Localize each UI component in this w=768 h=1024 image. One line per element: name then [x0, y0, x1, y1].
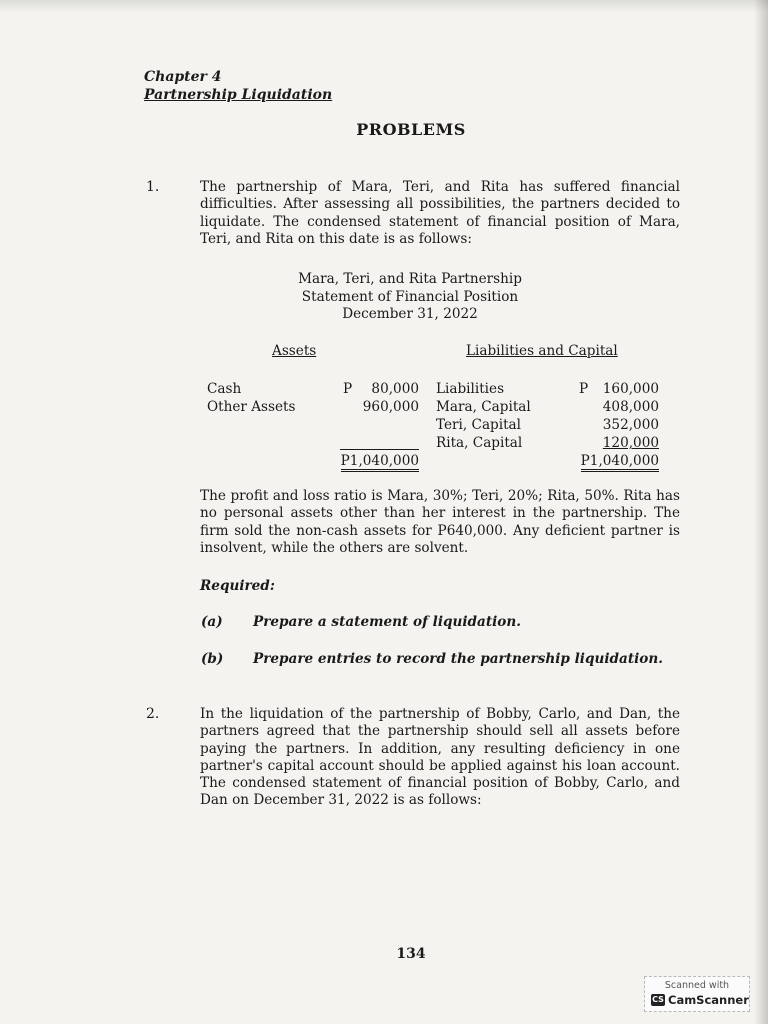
requirement-b-text: Prepare entries to record the partnership liquidation.: [253, 651, 663, 667]
problem-1-details: The profit and loss ratio is Mara, 30%; Teri, 20%; Rita, 50%. Rita has no personal assets other than her interest in the partnership. The firm sold the non-cash assets for P640,000. Any deficient partner is insolvent, while the others are solvent.: [200, 488, 680, 556]
statement-title: Statement of Financial Position: [301, 288, 519, 305]
asset-label-cash: Cash: [207, 381, 242, 397]
camscanner-watermark: [644, 976, 750, 1012]
liab-label-liabilities: Liabilities: [436, 381, 505, 397]
camscanner-logo-icon: CS: [652, 995, 664, 1004]
problem-1-number: 1.: [146, 179, 160, 195]
liab-label-rita: Rita, Capital: [436, 435, 523, 451]
statement-date: December 31, 2022: [342, 306, 478, 322]
problem-2-number: 2.: [146, 706, 160, 722]
liab-prefix-liabilities: P: [579, 381, 589, 397]
assets-header: Assets: [272, 343, 317, 359]
liab-amount-mara: 408,000: [602, 399, 659, 415]
assets-total-rule: [340, 449, 419, 450]
liab-label-teri: Teri, Capital: [436, 417, 522, 433]
watermark-brand: CamScanner: [668, 993, 749, 1007]
asset-amount-other: 960,000: [362, 399, 419, 415]
asset-amount-cash: 80,000: [371, 381, 419, 397]
required-label: Required:: [200, 578, 275, 594]
statement-heading: [220, 271, 600, 324]
liab-total: [570, 452, 659, 470]
assets-total-value: P1,040,000: [341, 453, 419, 472]
asset-prefix-cash: P: [343, 381, 353, 397]
scan-shadow-top: [0, 0, 768, 12]
section-heading: PROBLEMS: [356, 120, 466, 139]
page-number: 134: [396, 946, 426, 962]
scan-shadow-edge: [754, 0, 768, 1024]
requirement-a-text: Prepare a statement of liquidation.: [253, 614, 521, 630]
problem-1-intro: The partnership of Mara, Teri, and Rita has suffered financial difficulties. After assessing all possibilities, the partners decided to liquidate. The condensed statement of financial position of Mara, Teri, and Rita on this date is as follows:: [200, 179, 680, 247]
liab-total-value: P1,040,000: [581, 453, 659, 472]
liab-amount-teri: 352,000: [602, 417, 659, 433]
statement-entity: Mara, Teri, and Rita Partnership: [298, 271, 522, 287]
asset-label-other: Other Assets: [207, 399, 296, 415]
liab-amount-liabilities: 160,000: [602, 381, 659, 397]
assets-total: [330, 452, 419, 470]
requirement-a-letter: (a): [201, 614, 223, 630]
liab-amount-rita-value: 120,000: [602, 435, 659, 451]
liabilities-header: Liabilities and Capital: [466, 343, 618, 359]
watermark-caption: Scanned with: [664, 980, 730, 991]
requirement-b-letter: (b): [201, 651, 224, 667]
problem-2-text: In the liquidation of the partnership of Bobby, Carlo, and Dan, the partners agreed that the partnership should sell all assets before paying the partners. In addition, any resulting deficiency in one partner's capital account should be applied against his loan account. The condensed statement of financial position of Bobby, Carlo, and Dan on December 31, 2022 is as follows:: [200, 706, 680, 809]
chapter-label: Chapter 4: [144, 69, 222, 85]
liab-amount-rita: [580, 434, 659, 452]
chapter-title: Partnership Liquidation: [144, 87, 333, 103]
liab-label-mara: Mara, Capital: [436, 399, 531, 415]
